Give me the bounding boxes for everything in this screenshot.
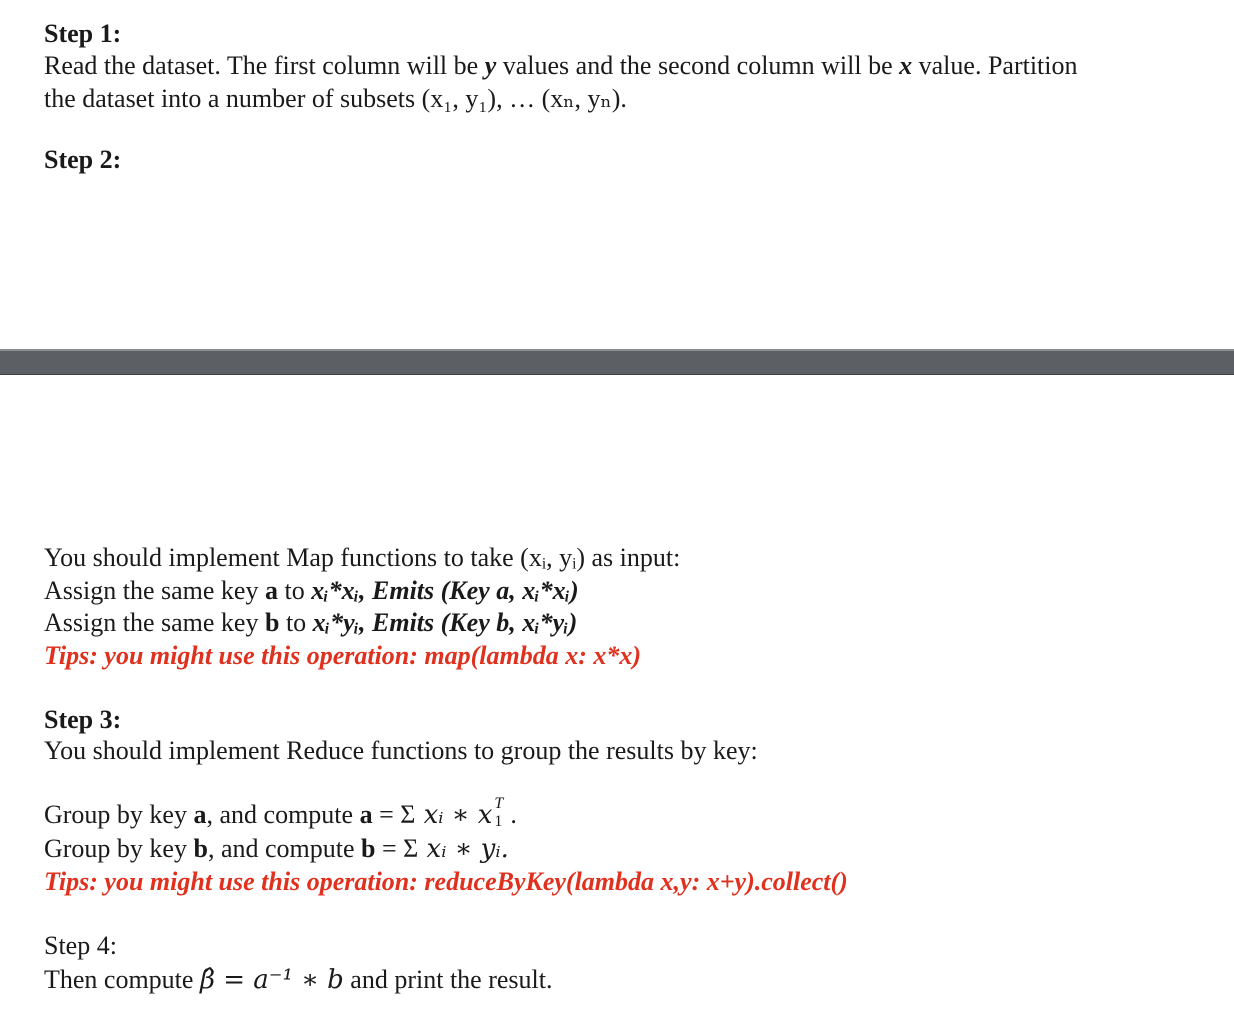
step3-tip: Tips: you might use this operation: reduceByKey(lambda x,y: x+y).collect() [44,867,848,896]
step2-heading: Step 2: [44,145,122,174]
assign-a-mid: to [277,576,312,605]
group-a-end: . [510,800,517,829]
assign-a-key: a [264,576,278,605]
assign-a-pre: Assign the same key [44,576,265,605]
assign-b-key: b [264,608,280,637]
group-b-sum: = Σ [375,834,419,863]
page-divider [0,349,1234,375]
step4-pre: Then compute [44,965,200,994]
step1-line1 [44,51,1078,81]
group-b-pre: Group by key [44,834,194,863]
step1-text-b: values and the second column will be [496,51,900,80]
step2-assign-b [44,608,577,638]
assign-b-pre: Assign the same key [44,608,265,637]
group-b-key: b [193,834,208,863]
step1-y: y [484,51,497,80]
group-a-expr: xᵢ ∗ x [415,800,493,830]
xt-scripts: T 1 [494,795,504,830]
assign-b-expr: xᵢ*yᵢ, Emits (Key b, xᵢ*yᵢ) [312,608,578,637]
group-b-var: b [361,834,376,863]
step3-group-b [44,834,509,864]
step2-intro: You should implement Map functions to take (xᵢ, yᵢ) as input: [44,543,681,572]
group-b-expr: xᵢ ∗ yᵢ. [418,834,509,864]
step1-heading: Step 1: [44,19,122,48]
step1-x: x [899,51,913,80]
step2-tip: Tips: you might use this operation: map(lambda x: x*x) [44,641,642,670]
group-b-mid: , and compute [207,834,362,863]
step2-assign-a [44,576,579,606]
step3-group-a [44,795,517,830]
step4-heading: Step 4: [44,931,117,960]
step1-line2: the dataset into a number of subsets (x₁, y₁), … (xₙ, yₙ). [44,84,627,113]
step3-intro: You should implement Reduce functions to group the results by key: [44,736,758,765]
step4-math: β̂ = a⁻¹ ∗ b [199,965,344,995]
assign-a-expr: xᵢ*xᵢ, Emits (Key a, xᵢ*xᵢ) [311,576,579,605]
step1-text-c: value. Partition [912,51,1078,80]
group-a-mid: , and compute [206,800,360,829]
group-a-sum: = Σ [372,800,416,829]
step1-text-a: Read the dataset. The first column will be [44,51,485,80]
step3-heading: Step 3: [44,705,122,734]
group-a-key: a [193,800,207,829]
assign-b-mid: to [279,608,313,637]
group-a-var: a [359,800,373,829]
step4-post: and print the result. [343,965,553,994]
step4-line [44,965,552,995]
group-a-pre: Group by key [44,800,194,829]
